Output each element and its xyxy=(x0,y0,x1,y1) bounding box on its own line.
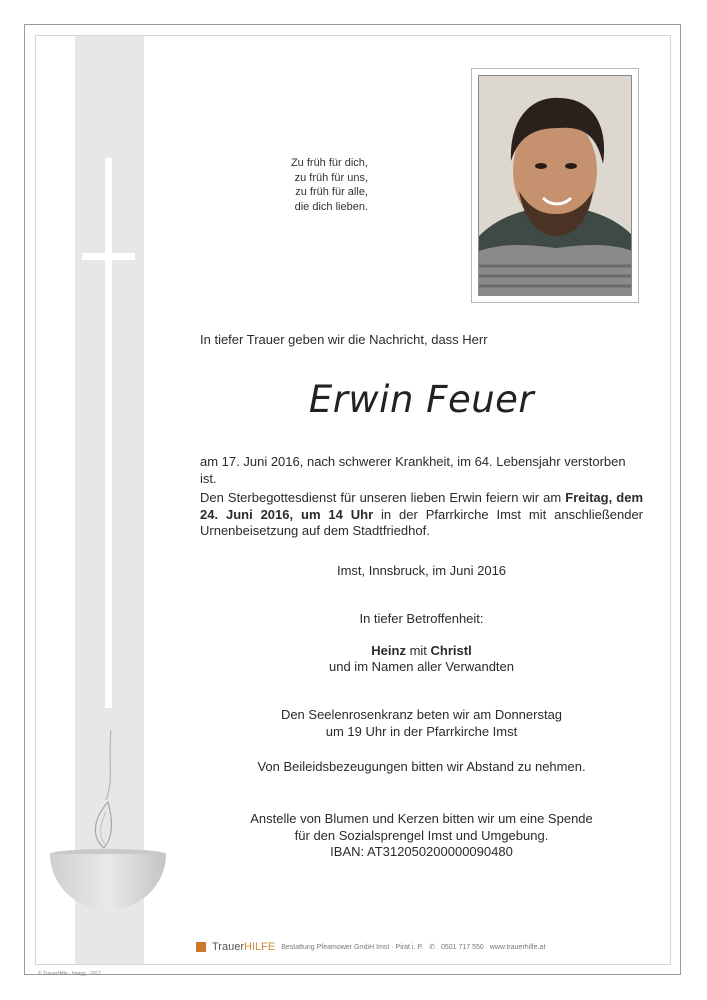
website-link[interactable]: www.trauerhilfe.at xyxy=(489,943,546,951)
condolence-note: Von Beileidsbezeugungen bitten wir Abstand zu nehmen. xyxy=(257,759,586,774)
quote-line: zu früh für alle, xyxy=(295,186,368,198)
service-date: Freitag, dem 24. Juni 2016, um 14 Uhr xyxy=(200,490,644,522)
logo-part: HILFE xyxy=(244,941,276,953)
mourning-heading: In tiefer Betroffenheit: xyxy=(359,611,484,626)
phone-icon: ✆ xyxy=(429,944,435,951)
iban: IBAN: AT312050200000090480 xyxy=(330,844,513,859)
service-text-part: Den Sterbegottesdienst für unseren lieben Erwin feiern wir am xyxy=(200,490,566,505)
rosary-info xyxy=(200,707,643,740)
copyright: © TrauerHilfe · Imagg . 2017 xyxy=(38,971,102,977)
footer xyxy=(196,941,545,953)
memorial-quote xyxy=(228,156,368,214)
service-text-part: in der Pfarrkirche Imst mit anschließender Urnenbeisetzung auf dem Stadtfriedhof. xyxy=(200,506,644,538)
donation-info xyxy=(200,811,643,861)
donation-line: Anstelle von Blumen und Kerzen bitten wir um eine Spende xyxy=(250,811,593,826)
relatives-line: und im Namen aller Verwandten xyxy=(329,659,514,674)
mourners xyxy=(200,643,643,660)
mourner-connector: mit xyxy=(405,643,431,658)
deceased-name: Erwin Feuer xyxy=(308,378,535,421)
mourner-name: Christl xyxy=(430,643,472,658)
death-notice: am 17. Juni 2016, nach schwerer Krankheit, im 64. Lebensjahr verstorben ist. xyxy=(200,454,626,486)
logo-text xyxy=(212,941,275,953)
cross-icon xyxy=(105,158,112,708)
rosary-line: um 19 Uhr in der Pfarrkirche Imst xyxy=(325,723,518,739)
logo-part: Trauer xyxy=(212,941,244,953)
company-name: Bestattung Pfeamower GmbH Imst · Pirat i. P. xyxy=(281,943,424,951)
candle-bowl-icon xyxy=(48,720,168,915)
quote-line: die dich lieben. xyxy=(294,200,368,213)
cross-bar xyxy=(82,253,135,260)
portrait-photo xyxy=(478,75,632,296)
mourner-name: Heinz xyxy=(371,643,406,658)
intro-text: In tiefer Trauer geben wir die Nachricht, dass Herr xyxy=(200,332,488,347)
quote-line: Zu früh für dich, xyxy=(290,157,368,169)
quote-line: zu früh für uns, xyxy=(294,171,368,184)
donation-line: für den Sozialsprengel Imst und Umgebung. xyxy=(294,827,549,843)
phone-number: 0501 717 550 xyxy=(440,943,484,951)
place-date: Imst, Innsbruck, im Juni 2016 xyxy=(336,563,507,578)
funeral-service-text xyxy=(200,490,643,540)
rosary-line: Den Seelenrosenkranz beten wir am Donnerstag xyxy=(280,707,563,722)
logo-icon xyxy=(196,942,206,952)
